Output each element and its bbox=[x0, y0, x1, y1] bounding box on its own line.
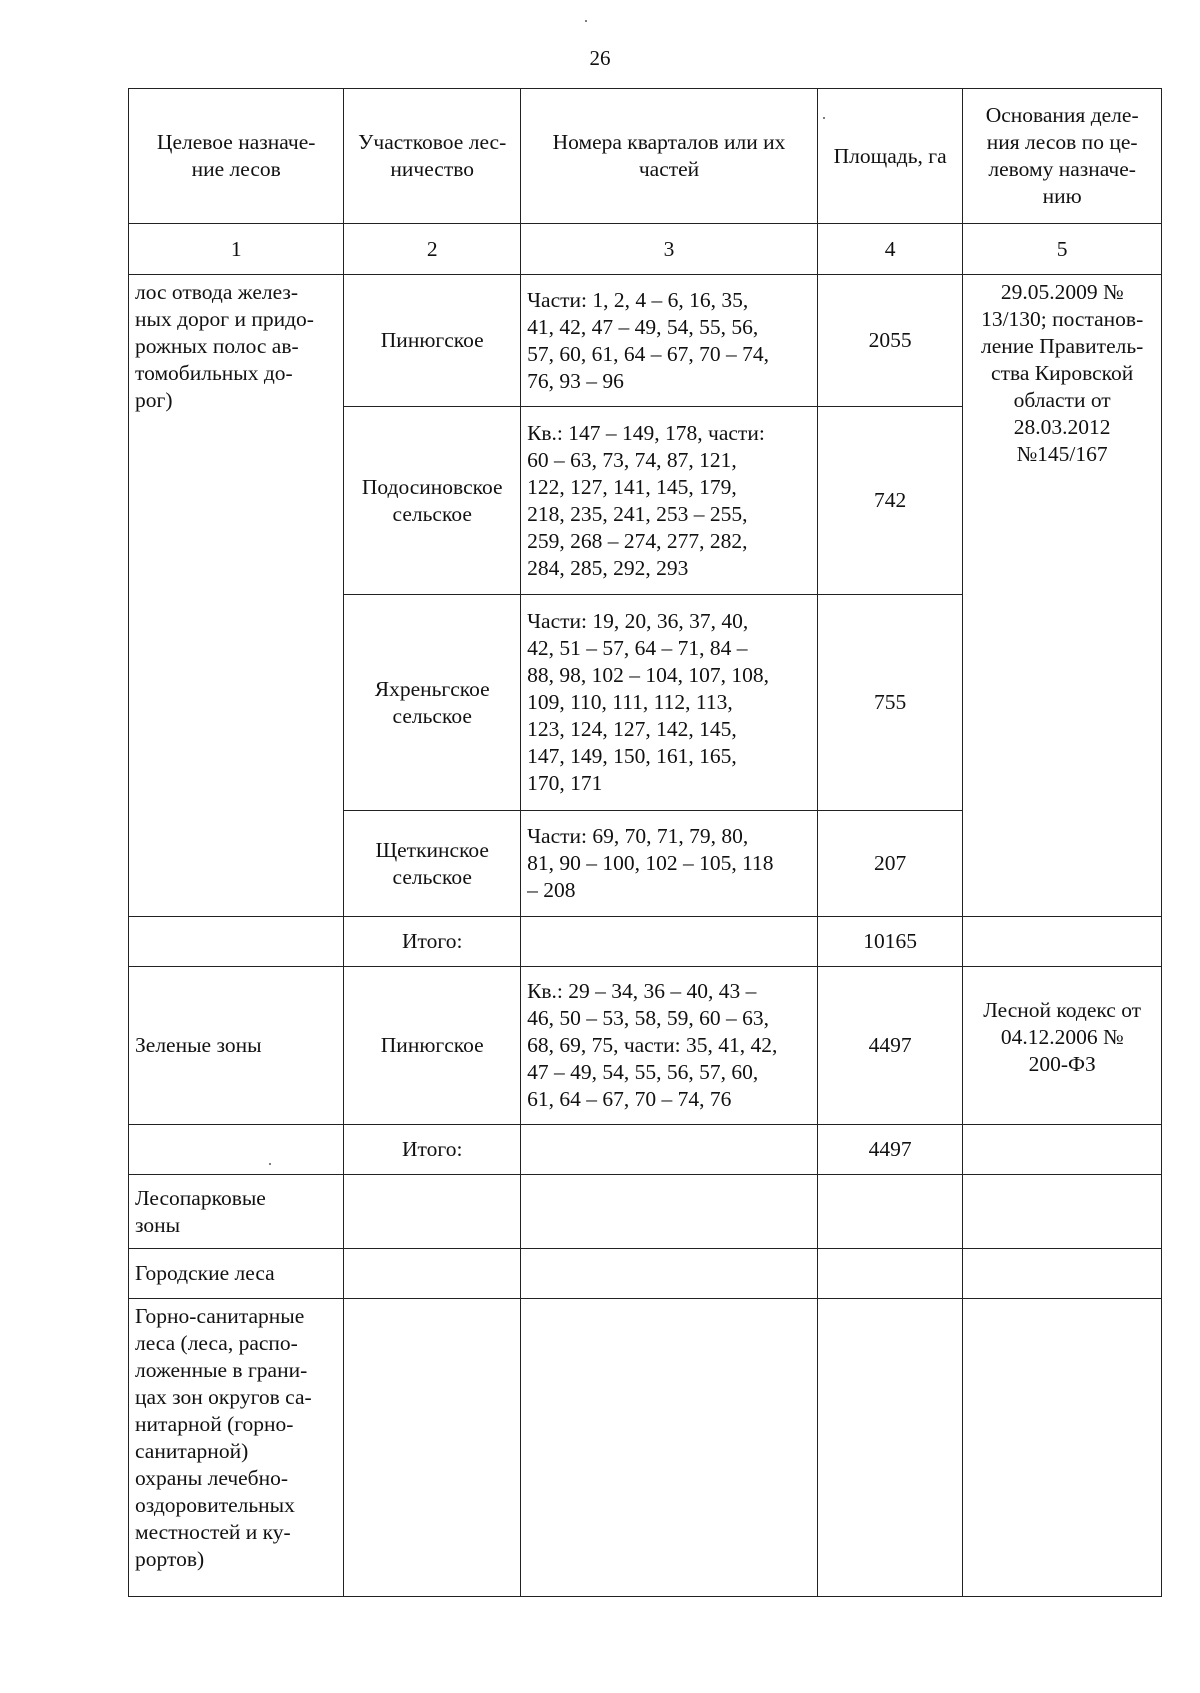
basis-green: Лесной кодекс от 04.12.2006 № 200-ФЗ bbox=[963, 967, 1162, 1125]
scan-speck bbox=[585, 20, 587, 22]
forestry-yakhren: Яхреньгское сельское bbox=[344, 595, 521, 811]
area-podosinov: 742 bbox=[817, 407, 962, 595]
empty-cell bbox=[963, 1299, 1162, 1597]
column-number: 5 bbox=[963, 224, 1162, 275]
table-row bbox=[129, 967, 1162, 1125]
header-basis: Основания деле- ния лесов по це- левому назначе- нию bbox=[963, 89, 1162, 224]
forestry-podosinov: Подосиновское сельское bbox=[344, 407, 521, 595]
header-area: Площадь, га bbox=[817, 89, 962, 224]
empty-cell bbox=[817, 1175, 962, 1249]
header-purpose: Целевое назначе- ние лесов bbox=[129, 89, 344, 224]
purpose-forest-park: Лесопарковые зоны bbox=[129, 1175, 344, 1249]
purpose-city-forests: Городские леса bbox=[129, 1249, 344, 1299]
column-number: 3 bbox=[521, 224, 818, 275]
empty-cell bbox=[521, 1175, 818, 1249]
purpose-green-zones: Зеленые зоны bbox=[129, 967, 344, 1125]
empty-cell bbox=[521, 917, 818, 967]
area-pinyug: 2055 bbox=[817, 275, 962, 407]
empty-cell bbox=[344, 1299, 521, 1597]
header-row bbox=[129, 89, 1162, 224]
empty-cell bbox=[129, 1125, 344, 1175]
area-green: 4497 bbox=[817, 967, 962, 1125]
area-shchetkin: 207 bbox=[817, 811, 962, 917]
page-number: 26 bbox=[589, 46, 611, 70]
quarters-pinyug: Части: 1, 2, 4 – 6, 16, 35, 41, 42, 47 – 49, 54, 55, 56, 57, 60, 61, 64 – 67, 70 – 74, 76, 93 – 96 bbox=[521, 275, 818, 407]
empty-cell bbox=[963, 1175, 1162, 1249]
empty-cell bbox=[521, 1299, 818, 1597]
total-label: Итого: bbox=[344, 917, 521, 967]
empty-cell bbox=[344, 1175, 521, 1249]
total-area: 4497 bbox=[817, 1125, 962, 1175]
empty-cell bbox=[344, 1249, 521, 1299]
empty-cell bbox=[963, 1249, 1162, 1299]
quarters-yakhren: Части: 19, 20, 36, 37, 40, 42, 51 – 57, 64 – 71, 84 – 88, 98, 102 – 104, 107, 108, 109, 110, 111, 112, 113, 123, 124, 127, 142, 145, 147, 149, 150, 161, 165, 170, 171 bbox=[521, 595, 818, 811]
column-number-row bbox=[129, 224, 1162, 275]
quarters-green: Кв.: 29 – 34, 36 – 40, 43 – 46, 50 – 53, 58, 59, 60 – 63, 68, 69, 75, части: 35, 41, 42, 47 – 49, 54, 55, 56, 57, 60, 61, 64 – 67, 70 – 74, 76 bbox=[521, 967, 818, 1125]
table-row bbox=[129, 1299, 1162, 1597]
empty-cell bbox=[817, 1249, 962, 1299]
total-label: Итого: bbox=[344, 1125, 521, 1175]
table-row bbox=[129, 275, 1162, 407]
empty-cell bbox=[963, 917, 1162, 967]
empty-cell bbox=[521, 1125, 818, 1175]
column-number: 2 bbox=[344, 224, 521, 275]
quarters-shchetkin: Части: 69, 70, 71, 79, 80, 81, 90 – 100, 102 – 105, 118 – 208 bbox=[521, 811, 818, 917]
scan-speck bbox=[823, 117, 825, 119]
forestry-pinyug: Пинюгское bbox=[344, 275, 521, 407]
empty-cell bbox=[129, 917, 344, 967]
scan-speck bbox=[269, 1163, 271, 1165]
empty-cell bbox=[817, 1299, 962, 1597]
column-number: 4 bbox=[817, 224, 962, 275]
total-row bbox=[129, 917, 1162, 967]
forestry-green: Пинюгское bbox=[344, 967, 521, 1125]
table-row bbox=[129, 1175, 1162, 1249]
forest-purpose-table bbox=[128, 88, 1162, 1597]
header-forestry: Участковое лес- ничество bbox=[344, 89, 521, 224]
column-number: 1 bbox=[129, 224, 344, 275]
purpose-mountain-sanitary: Горно-санитарные леса (леса, распо- ложенные в грани- цах зон округов са- нитарной (горно- санитарной) охраны лечебно- оздоровительных местностей и ку- рортов) bbox=[129, 1299, 344, 1597]
empty-cell bbox=[521, 1249, 818, 1299]
total-row bbox=[129, 1125, 1162, 1175]
area-yakhren: 755 bbox=[817, 595, 962, 811]
purpose-railway: лос отвода желез- ных дорог и придо- рожных полос ав- томобильных до- рог) bbox=[129, 275, 344, 917]
empty-cell bbox=[963, 1125, 1162, 1175]
basis-railway: 29.05.2009 № 13/130; постанов- ление Правитель- ства Кировской области от 28.03.2012 №145/167 bbox=[963, 275, 1162, 917]
header-quarters: Номера кварталов или их частей bbox=[521, 89, 818, 224]
forestry-shchetkin: Щеткинское сельское bbox=[344, 811, 521, 917]
table-row bbox=[129, 1249, 1162, 1299]
total-area: 10165 bbox=[817, 917, 962, 967]
quarters-podosinov: Кв.: 147 – 149, 178, части: 60 – 63, 73, 74, 87, 121, 122, 127, 141, 145, 179, 218, 235, 241, 253 – 255, 259, 268 – 274, 277, 282, 284, 285, 292, 293 bbox=[521, 407, 818, 595]
